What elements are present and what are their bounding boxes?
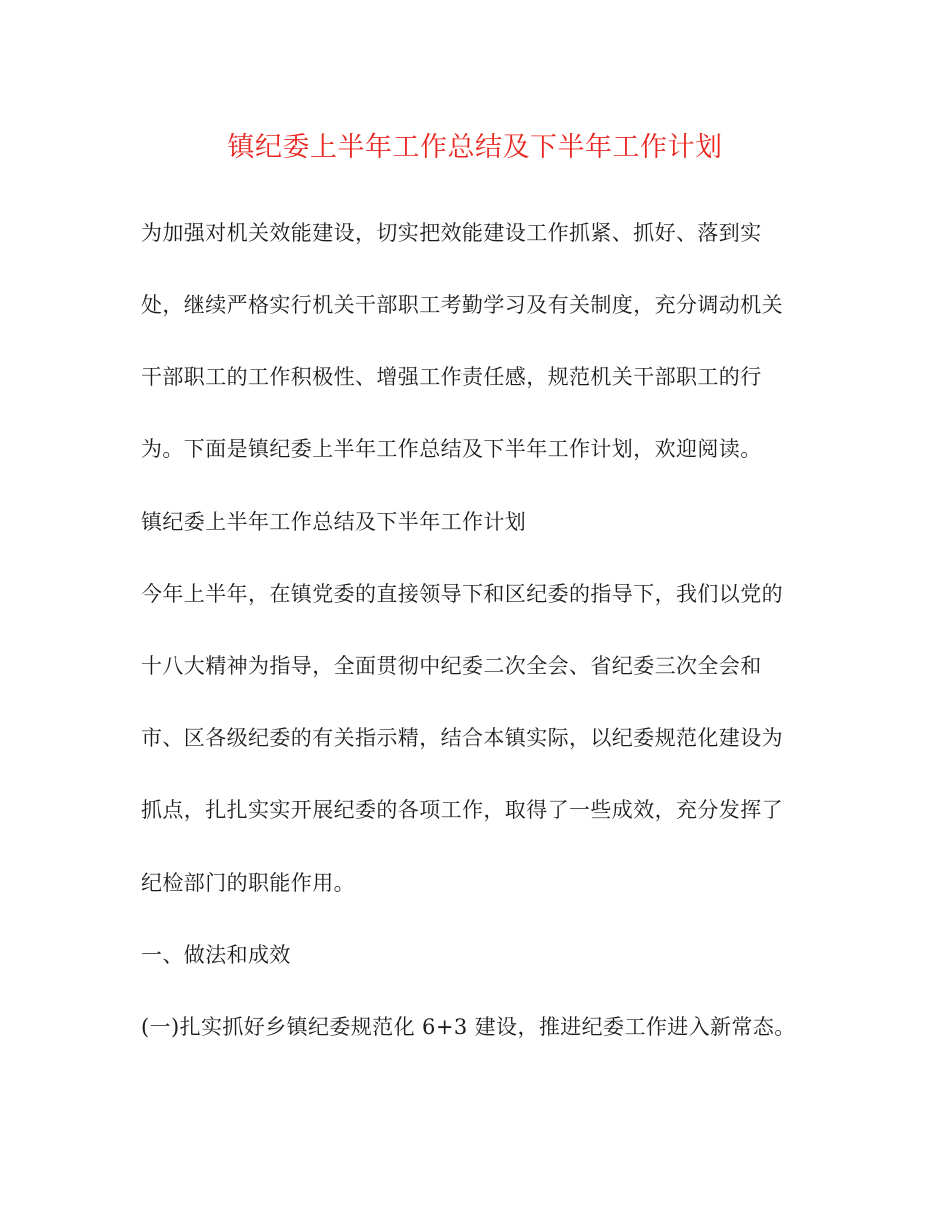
paragraph-line-10: 纪检部门的职能作用。 [141, 871, 355, 895]
subheading-1-1: (一)扎实抓好乡镇纪委规范化 6+3 建设，推进纪委工作进入新常态。 [141, 1015, 796, 1039]
document-title: 镇纪委上半年工作总结及下半年工作计划 [227, 132, 723, 163]
paragraph-line-2: 处，继续严格实行机关干部职工考勤学习及有关制度，充分调动机关 [141, 293, 783, 317]
paragraph-line-4: 为。下面是镇纪委上半年工作总结及下半年工作计划，欢迎阅读。 [141, 437, 762, 461]
paragraph-line-6: 今年上半年，在镇党委的直接领导下和区纪委的指导下，我们以党的 [141, 582, 783, 606]
paragraph-line-7: 十八大精神为指导，全面贯彻中纪委二次全会、省纪委三次全会和 [141, 654, 762, 678]
section-heading: 镇纪委上半年工作总结及下半年工作计划 [141, 510, 527, 534]
subheading-1: 一、做法和成效 [141, 943, 291, 967]
paragraph-line-1: 为加强对机关效能建设，切实把效能建设工作抓紧、抓好、落到实 [141, 221, 762, 245]
paragraph-line-8: 市、区各级纪委的有关指示精，结合本镇实际，以纪委规范化建设为 [141, 726, 783, 750]
paragraph-line-3: 干部职工的工作积极性、增强工作责任感，规范机关干部职工的行 [141, 365, 762, 389]
paragraph-line-9: 抓点，扎扎实实开展纪委的各项工作，取得了一些成效，充分发挥了 [141, 798, 783, 822]
